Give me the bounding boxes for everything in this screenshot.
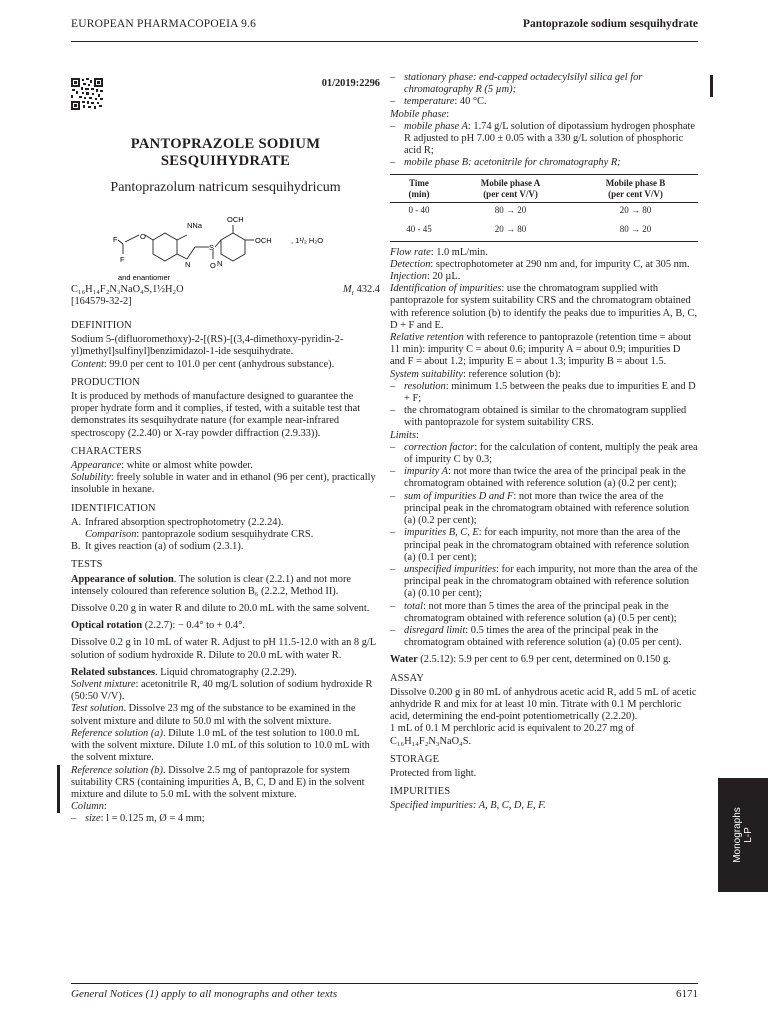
system-suitability: System suitability: reference solution (b): <box>390 368 561 380</box>
limits: Limits: <box>390 429 419 441</box>
monograph-title <box>71 136 380 170</box>
detection: Detection: spectrophotometer at 290 nm and, for impurity C, at 305 nm. <box>390 258 690 270</box>
chemical-name: Sodium 5-(difluoromethoxy)-2-[(RS)-[(3,4-dimethoxy-pyridin-2-yl)methyl]sulfinyl]benzimidazol-1-ide sesquihydrate. <box>71 334 344 358</box>
identification-a: A. Infrared absorption spectrophotometry (2.2.24). <box>71 516 284 528</box>
pharmacopoeia-edition: EUROPEAN PHARMACOPOEIA 9.6 <box>71 18 257 30</box>
comparison-line: Comparison: pantoprazole sodium sesquihydrate CRS. <box>85 529 314 541</box>
total-limit: – total: not more than 5 times the area of the principal peak in the chromatogram obtained with reference solution (a) (0.5 per cent); <box>390 601 698 625</box>
structure-label: O <box>140 232 146 241</box>
storage-heading: STORAGE <box>390 753 440 765</box>
flow-rate: Flow rate: 1.0 mL/min. <box>390 246 488 258</box>
identification-of-impurities: Identification of impurities: use the chromatogram supplied with pantoprazole for system suitability CRS and the chromatogram obtained with reference solution (b) to identify the peaks due to impurities A, B, C, D + F and E. <box>390 283 698 331</box>
resolution: – resolution: minimum 1.5 between the peaks due to impurities E and D + F; <box>390 381 698 405</box>
assay-text: Dissolve 0.200 g in 80 mL of anhydrous acetic acid R, add 5 mL of acetic anhydride R and mix for at least 10 min. Titrate with 0.1 M perchloric acid, determining the end-point potentiometrically (2.2.20). <box>390 686 697 723</box>
table-cell: 0 - 40 <box>408 204 430 215</box>
running-title: Pantoprazole sodium sesquihydrate <box>522 18 698 30</box>
identification-b: B. It gives reaction (a) of sodium (2.3.1). <box>71 541 244 553</box>
identification-heading: IDENTIFICATION <box>71 502 156 514</box>
stationary-phase: – stationary phase: end-capped octadecylsilyl silica gel for chromatography R (5 µm); <box>390 72 698 96</box>
optical-rotation: Optical rotation (2.2.7): − 0.4° to + 0.4°. <box>71 620 245 632</box>
structure-label: S <box>209 243 215 252</box>
solvent-mixture: Solvent mixture: acetonitrile R, 40 mg/L solution of sodium hydroxide R (50:50 V/V). <box>71 679 373 703</box>
structure-label: N <box>185 260 191 269</box>
cas-number: [164579-32-2] <box>71 296 132 308</box>
storage-text: Protected from light. <box>390 767 477 779</box>
structure-label: OCH <box>255 236 272 245</box>
title-line: SESQUIHYDRATE <box>160 153 291 169</box>
structure-label: and enantiomer <box>118 273 171 282</box>
column-size: – size: l = 0.125 m, Ø = 4 mm; <box>71 813 380 825</box>
related-substances: Related substances. Liquid chromatography (2.2.29). <box>71 666 297 678</box>
production-heading: PRODUCTION <box>71 376 140 388</box>
thumb-tab-label: Monographs L-P <box>732 807 754 863</box>
molecular-formula: C₁₆H₁₄F₂N₃NaO₄S,1½H₂O <box>71 284 184 295</box>
production-text: It is produced by methods of manufacture designed to guarantee the proper hydrate form and it complies, if tested, with a suitable test that demonstrates its sesquihydrate nature (for example near-infrared spectroscopy (2.2.40) or X-ray powder diffraction (2.9.33)). <box>71 391 361 439</box>
table-header: Time (min) <box>390 174 448 202</box>
assay-heading: ASSAY <box>390 672 425 684</box>
solubility-line: Solubility: freely soluble in water and in ethanol (96 per cent), practically insoluble in hexane. <box>71 472 376 496</box>
impurity-a-limit: – impurity A: not more than twice the area of the principal peak in the chromatogram obtained with reference solution (a) (0.2 per cent); <box>390 466 698 490</box>
table-header: Mobile phase B (per cent V/V) <box>573 174 698 202</box>
test-solution: Test solution. Dissolve 23 mg of the substance to be examined in the solvent mixture and dilute to 50.0 ml with the solvent mixture. <box>71 703 356 727</box>
relative-retention: Relative retention with reference to pantoprazole (retention time = about 11 min): impurity C = about 0.6; impurity A = about 0.9; impurities D and F = about 1.2; impurity E = about 1.3; impurity B = about 1.5. <box>390 332 692 368</box>
change-bar <box>710 75 713 97</box>
injection: Injection: 20 µL. <box>390 271 461 283</box>
right-column <box>390 72 698 813</box>
optical-procedure: Dissolve 0.2 g in 10 mL of water R. Adjust to pH 11.5-12.0 with an 8 g/L solution of sodium hydroxide R. Dilute to 20.0 mL with water R. <box>71 637 376 661</box>
running-header <box>71 18 698 34</box>
structure-label: N <box>217 259 223 268</box>
characters-heading: CHARACTERS <box>71 445 142 457</box>
left-flow <box>71 314 380 826</box>
disregard-limit: – disregard limit: 0.5 times the area of the principal peak in the chromatogram obtained with reference solution (a) (0.05 per cent). <box>390 625 698 649</box>
structure-label: O <box>210 261 216 270</box>
structure-label: , 1¹/₂ H₂O <box>291 236 324 245</box>
header-rule <box>71 41 698 42</box>
reference-solution-a: Reference solution (a). Dilute 1.0 mL of the test solution to 100.0 mL with the solvent mixture. Dilute 1.0 mL of this solution to 10.0 mL with the solvent mixture. <box>71 727 370 764</box>
column-line: Column: <box>71 801 107 813</box>
structure-label: F <box>120 255 125 264</box>
tests-heading: TESTS <box>71 559 103 571</box>
mobile-phase-b: – mobile phase B: acetonitrile for chromatography R; <box>390 157 698 169</box>
footer-rule <box>71 983 698 984</box>
table-cell: 20 → 80 <box>448 222 573 242</box>
reference-solution-b: Reference solution (b). Dissolve 2.5 mg of pantoprazole for system suitability CRS (containing impurities A, B, C, D and E) in the solvent mixture and dilute to 5.0 mL with the solvent mixture. <box>71 765 380 802</box>
table-cell: 40 - 45 <box>390 222 448 242</box>
content-line: Content: 99.0 per cent to 101.0 per cent (anhydrous substance). <box>71 358 335 370</box>
molecular-formula-block <box>71 284 380 308</box>
table-cell: 20 → 80 <box>619 204 652 215</box>
appearance-procedure: Dissolve 0.20 g in water R and dilute to 20.0 mL with the same solvent. <box>71 603 370 615</box>
mobile-phase: Mobile phase: <box>390 108 450 120</box>
qr-code-icon <box>71 78 103 110</box>
correction-factor: – correction factor: for the calculation of content, multiply the peak area of impurity C by 0.3; <box>390 442 698 466</box>
page-number: 6171 <box>676 988 698 1000</box>
structure-label: OCH <box>227 216 244 224</box>
appearance-of-solution: Appearance of solution. The solution is clear (2.2.1) and not more intensely coloured than reference solution B₆ (2.2.2, Method II). <box>71 573 352 597</box>
table-header: Mobile phase A (per cent V/V) <box>448 174 573 202</box>
appearance-line: Appearance: white or almost white powder. <box>71 460 253 472</box>
unspecified-impurities-limit: – unspecified impurities: for each impurity, not more than the area of the principal peak in the chromatogram obtained with reference solution (a) (0.10 per cent); <box>390 564 698 601</box>
gradient-table <box>390 174 698 242</box>
impurities-b-c-e-limit: – impurities B, C, E: for each impurity, not more than the area of the principal peak in the chromatogram obtained with reference solution (a) (0.1 per cent); <box>390 527 698 564</box>
monograph-number: 01/2019:2296 <box>321 78 380 89</box>
change-bar <box>57 765 60 813</box>
structural-formula-image <box>111 216 351 284</box>
molecular-mass: $M_r$ 432.4 <box>343 284 380 298</box>
chromatogram-similarity: – the chromatogram obtained is similar to the chromatogram supplied with pantoprazole for system suitability CRS. <box>390 405 698 429</box>
assay-equivalence: 1 mL of 0.1 M perchloric acid is equivalent to 20.27 mg of C₁₆H₁₄F₂N₃NaO₄S. <box>390 723 635 747</box>
title-line: PANTOPRAZOLE SODIUM <box>130 136 321 152</box>
impurities-d-f-limit: – sum of impurities D and F: not more than twice the area of the principal peak in the chromatogram obtained with reference solution (a) (0.2 per cent); <box>390 491 698 528</box>
temperature: – temperature: 40 °C. <box>390 96 698 108</box>
structure-label: NNa <box>187 221 203 230</box>
table-cell: 80 → 20 <box>494 204 527 215</box>
table-row <box>390 222 698 242</box>
impurities-heading: IMPURITIES <box>390 786 451 798</box>
specified-impurities: Specified impurities: A, B, C, D, E, F. <box>390 800 546 812</box>
table-cell: 80 → 20 <box>573 222 698 242</box>
table-header-row <box>390 174 698 202</box>
definition-heading: DEFINITION <box>71 320 132 331</box>
section-thumb-tab <box>718 778 768 892</box>
mobile-phase-a: – mobile phase A: 1.74 g/L solution of dipotassium hydrogen phosphate R adjusted to pH 7.00 ± 0.05 with a 330 g/L solution of phosphoric acid R; <box>390 121 698 158</box>
structure-label: F <box>113 235 118 244</box>
general-notices-note: General Notices (1) apply to all monographs and other texts <box>71 988 338 1000</box>
table-row <box>390 202 698 222</box>
water-test: Water (2.5.12): 5.9 per cent to 6.9 per cent, determined on 0.150 g. <box>390 654 671 666</box>
latin-name: Pantoprazolum natricum sesquihydricum <box>110 180 341 195</box>
